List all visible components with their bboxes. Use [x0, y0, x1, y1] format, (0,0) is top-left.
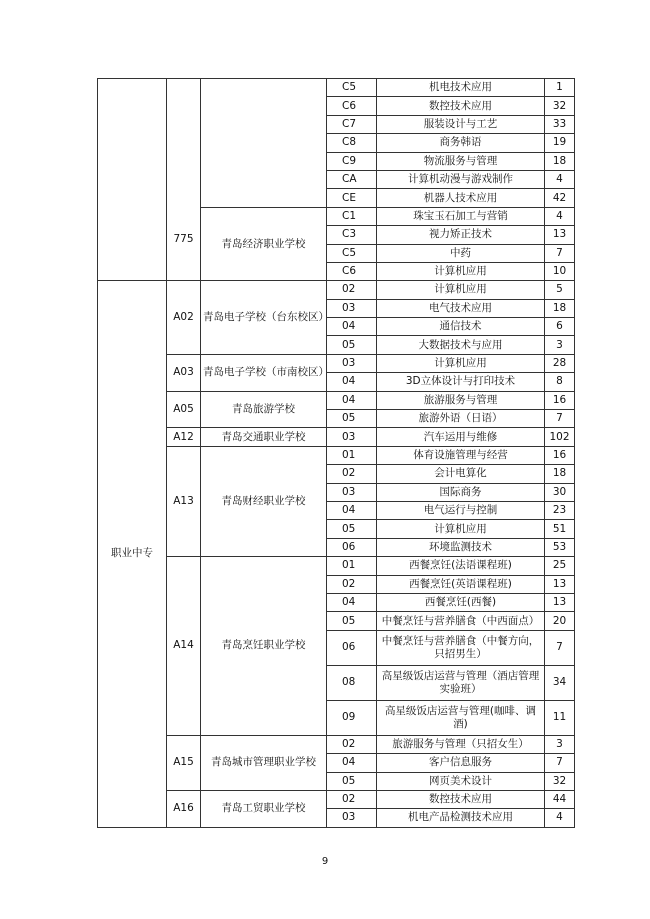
school-name-cell: [201, 79, 327, 208]
plan-count-cell: 11: [545, 700, 575, 735]
major-code-cell: 01: [327, 557, 377, 575]
major-code-cell: 06: [327, 538, 377, 556]
plan-count-cell: 7: [545, 754, 575, 772]
major-code-cell: 03: [327, 809, 377, 827]
plan-count-cell: 16: [545, 391, 575, 409]
major-code-cell: 03: [327, 428, 377, 446]
school-name-cell: 青岛经济职业学校: [201, 207, 327, 281]
school-code-cell: A15: [167, 735, 201, 790]
major-code-cell: C8: [327, 134, 377, 152]
plan-count-cell: 7: [545, 244, 575, 262]
table-row: [98, 790, 575, 808]
major-name-cell: 电气运行与控制: [377, 501, 545, 519]
major-code-cell: 04: [327, 593, 377, 611]
plan-count-cell: 25: [545, 557, 575, 575]
plan-count-cell: 42: [545, 189, 575, 207]
major-code-cell: CA: [327, 170, 377, 188]
major-code-cell: 05: [327, 772, 377, 790]
major-code-cell: 03: [327, 483, 377, 501]
major-code-cell: 02: [327, 281, 377, 299]
plan-count-cell: 18: [545, 152, 575, 170]
major-name-cell: 中药: [377, 244, 545, 262]
plan-count-cell: 3: [545, 735, 575, 753]
major-name-cell: 计算机应用: [377, 262, 545, 280]
plan-count-cell: 44: [545, 790, 575, 808]
table-row: [98, 428, 575, 446]
table-row: [98, 391, 575, 409]
school-code-cell: A05: [167, 391, 201, 428]
plan-count-cell: 30: [545, 483, 575, 501]
table-row: [98, 281, 575, 299]
plan-count-cell: 32: [545, 97, 575, 115]
major-name-cell: 物流服务与管理: [377, 152, 545, 170]
school-code-cell: 775: [167, 79, 201, 281]
plan-count-cell: 1: [545, 79, 575, 97]
plan-count-cell: 3: [545, 336, 575, 354]
major-name-cell: 通信技术: [377, 318, 545, 336]
major-code-cell: 01: [327, 446, 377, 464]
major-name-cell: 数控技术应用: [377, 790, 545, 808]
plan-count-cell: 4: [545, 809, 575, 827]
plan-count-cell: 4: [545, 170, 575, 188]
major-name-cell: 西餐烹饪(西餐): [377, 593, 545, 611]
major-name-cell: 旅游服务与管理: [377, 391, 545, 409]
major-code-cell: C7: [327, 115, 377, 133]
school-name-cell: 青岛旅游学校: [201, 391, 327, 428]
major-code-cell: 05: [327, 410, 377, 428]
school-code-cell: A13: [167, 446, 201, 556]
major-name-cell: 会计电算化: [377, 465, 545, 483]
plan-count-cell: 10: [545, 262, 575, 280]
school-name-cell: 青岛城市管理职业学校: [201, 735, 327, 790]
plan-count-cell: 23: [545, 501, 575, 519]
major-code-cell: 05: [327, 612, 377, 630]
major-code-cell: C5: [327, 79, 377, 97]
plan-count-cell: 18: [545, 299, 575, 317]
major-code-cell: 04: [327, 391, 377, 409]
plan-count-cell: 16: [545, 446, 575, 464]
major-name-cell: 旅游外语（日语）: [377, 410, 545, 428]
table-body: [98, 79, 575, 828]
plan-count-cell: 28: [545, 354, 575, 372]
major-name-cell: 电气技术应用: [377, 299, 545, 317]
major-name-cell: 西餐烹饪(法语课程班): [377, 557, 545, 575]
major-name-cell: 视力矫正技术: [377, 226, 545, 244]
major-name-cell: 高星级饭店运营与管理(咖啡、调酒): [377, 700, 545, 735]
school-code-cell: A16: [167, 790, 201, 827]
major-name-cell: 中餐烹饪与营养膳食（中西面点）: [377, 612, 545, 630]
major-code-cell: 04: [327, 373, 377, 391]
major-code-cell: 03: [327, 299, 377, 317]
major-code-cell: 04: [327, 501, 377, 519]
school-code-cell: A03: [167, 354, 201, 391]
major-name-cell: 服装设计与工艺: [377, 115, 545, 133]
major-code-cell: 02: [327, 575, 377, 593]
plan-count-cell: 6: [545, 318, 575, 336]
major-code-cell: 09: [327, 700, 377, 735]
major-name-cell: 旅游服务与管理（只招女生）: [377, 735, 545, 753]
school-code-cell: A12: [167, 428, 201, 446]
plan-count-cell: 7: [545, 410, 575, 428]
major-name-cell: 计算机应用: [377, 281, 545, 299]
major-name-cell: 客户信息服务: [377, 754, 545, 772]
major-name-cell: 计算机动漫与游戏制作: [377, 170, 545, 188]
major-name-cell: 计算机应用: [377, 520, 545, 538]
major-name-cell: 机器人技术应用: [377, 189, 545, 207]
plan-count-cell: 32: [545, 772, 575, 790]
major-code-cell: C9: [327, 152, 377, 170]
plan-count-cell: 51: [545, 520, 575, 538]
major-code-cell: 05: [327, 336, 377, 354]
table-row: [98, 735, 575, 753]
category-cell: 职业中专: [98, 281, 167, 827]
school-name-cell: 青岛烹饪职业学校: [201, 557, 327, 736]
plan-count-cell: 7: [545, 630, 575, 665]
table-row: [98, 79, 575, 97]
major-code-cell: C5: [327, 244, 377, 262]
category-cell-empty: [98, 79, 167, 281]
major-name-cell: 数控技术应用: [377, 97, 545, 115]
major-name-cell: 网页美术设计: [377, 772, 545, 790]
major-name-cell: 中餐烹饪与营养膳食（中餐方向，只招男生）: [377, 630, 545, 665]
major-code-cell: 04: [327, 318, 377, 336]
major-name-cell: 西餐烹饪(英语课程班): [377, 575, 545, 593]
plan-count-cell: 5: [545, 281, 575, 299]
school-name-cell: 青岛财经职业学校: [201, 446, 327, 556]
major-code-cell: C3: [327, 226, 377, 244]
table-row: [98, 446, 575, 464]
major-code-cell: C6: [327, 97, 377, 115]
major-name-cell: 环境监测技术: [377, 538, 545, 556]
major-name-cell: 机电技术应用: [377, 79, 545, 97]
plan-count-cell: 19: [545, 134, 575, 152]
plan-count-cell: 18: [545, 465, 575, 483]
major-code-cell: 08: [327, 665, 377, 700]
major-code-cell: 02: [327, 790, 377, 808]
table-row: [98, 354, 575, 372]
plan-count-cell: 34: [545, 665, 575, 700]
major-code-cell: 03: [327, 354, 377, 372]
major-name-cell: 汽车运用与维修: [377, 428, 545, 446]
page-number: 9: [321, 856, 329, 867]
major-code-cell: 05: [327, 520, 377, 538]
school-name-cell: 青岛电子学校（台东校区）: [201, 281, 327, 355]
plan-count-cell: 13: [545, 226, 575, 244]
major-name-cell: 3D立体设计与打印技术: [377, 373, 545, 391]
major-name-cell: 国际商务: [377, 483, 545, 501]
table-row: [98, 557, 575, 575]
enrollment-table: [97, 78, 575, 828]
plan-count-cell: 13: [545, 575, 575, 593]
major-name-cell: 珠宝玉石加工与营销: [377, 207, 545, 225]
plan-count-cell: 4: [545, 207, 575, 225]
major-code-cell: C1: [327, 207, 377, 225]
major-code-cell: 02: [327, 465, 377, 483]
school-code-cell: A02: [167, 281, 201, 355]
school-name-cell: 青岛工贸职业学校: [201, 790, 327, 827]
plan-count-cell: 53: [545, 538, 575, 556]
school-code-cell: A14: [167, 557, 201, 736]
plan-count-cell: 20: [545, 612, 575, 630]
major-code-cell: 04: [327, 754, 377, 772]
major-code-cell: C6: [327, 262, 377, 280]
major-code-cell: 06: [327, 630, 377, 665]
major-name-cell: 体育设施管理与经营: [377, 446, 545, 464]
school-name-cell: 青岛交通职业学校: [201, 428, 327, 446]
major-name-cell: 计算机应用: [377, 354, 545, 372]
plan-count-cell: 33: [545, 115, 575, 133]
major-code-cell: CE: [327, 189, 377, 207]
major-name-cell: 高星级饭店运营与管理（酒店管理实验班）: [377, 665, 545, 700]
major-code-cell: 02: [327, 735, 377, 753]
school-name-cell: 青岛电子学校（市南校区）: [201, 354, 327, 391]
major-name-cell: 大数据技术与应用: [377, 336, 545, 354]
major-name-cell: 机电产品检测技术应用: [377, 809, 545, 827]
plan-count-cell: 13: [545, 593, 575, 611]
plan-count-cell: 8: [545, 373, 575, 391]
plan-count-cell: 102: [545, 428, 575, 446]
major-name-cell: 商务韩语: [377, 134, 545, 152]
